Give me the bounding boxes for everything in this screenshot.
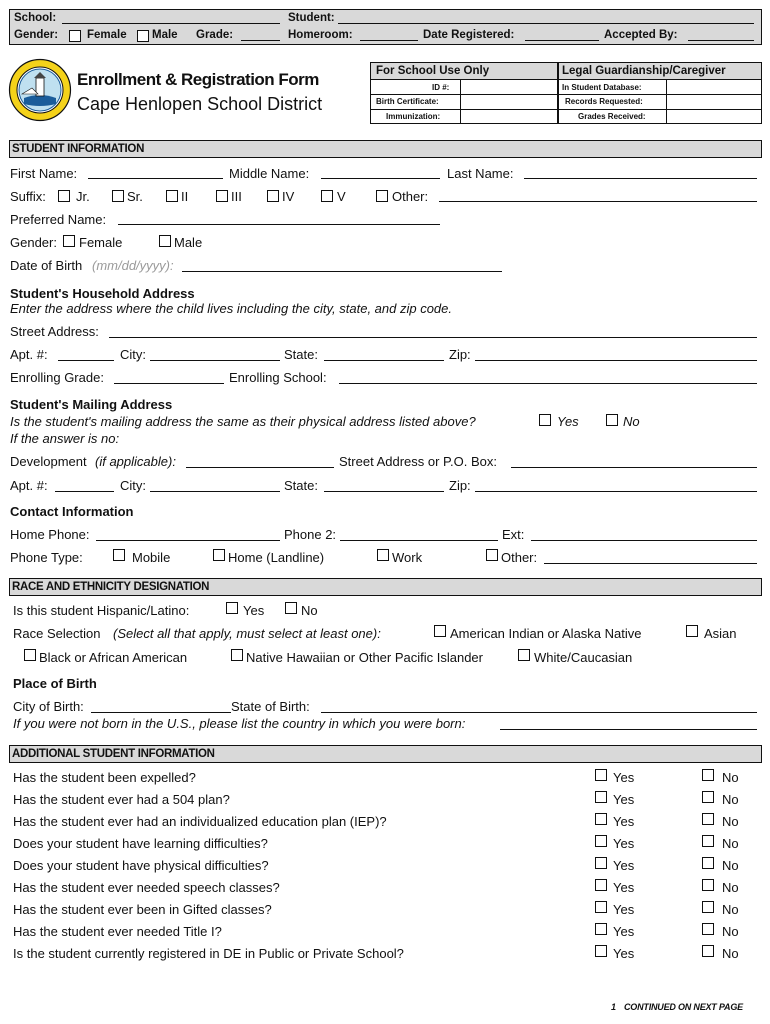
gender-male-checkbox[interactable] — [159, 235, 171, 247]
preferred-name-field[interactable] — [118, 224, 440, 225]
mailing-zip-label: Zip: — [449, 478, 471, 493]
additional-no-label: No — [722, 814, 739, 829]
city-of-birth-field[interactable] — [91, 712, 231, 713]
street-address-field[interactable] — [109, 337, 757, 338]
student-info-section-header: STUDENT INFORMATION — [9, 140, 762, 158]
additional-yes-checkbox[interactable] — [595, 769, 607, 781]
form-title: Enrollment & Registration Form — [77, 70, 319, 89]
phone-type-label: Phone Type: — [10, 550, 83, 565]
mailing-street-field[interactable] — [511, 467, 757, 468]
zip-label: Zip: — [449, 347, 471, 362]
apt-label: Apt. #: — [10, 347, 48, 362]
race-white-label: White/Caucasian — [534, 650, 633, 665]
additional-no-label: No — [722, 836, 739, 851]
additional-question-text: Does your student have physical difficulties? — [13, 858, 269, 873]
suffix-sr-label: Sr. — [127, 189, 143, 204]
phone-other-field[interactable] — [544, 563, 757, 564]
additional-question-text: Has the student ever had an individualized education plan (IEP)? — [13, 814, 387, 829]
top-female-label: Female — [87, 29, 127, 41]
mailing-state-label: State: — [284, 478, 318, 493]
mailing-zip-field[interactable] — [475, 491, 757, 492]
additional-yes-checkbox[interactable] — [595, 901, 607, 913]
enrolling-school-field[interactable] — [339, 383, 757, 384]
additional-yes-checkbox[interactable] — [595, 835, 607, 847]
hispanic-no-label: No — [301, 603, 318, 618]
birth-certificate-label: Birth Certificate: — [376, 97, 439, 106]
additional-yes-checkbox[interactable] — [595, 791, 607, 803]
records-requested-label: Records Requested: — [565, 97, 643, 106]
additional-question-text: Has the student ever had a 504 plan? — [13, 792, 230, 807]
enrolling-school-label: Enrolling School: — [229, 370, 327, 385]
middle-name-field[interactable] — [321, 178, 440, 179]
suffix-other-field[interactable] — [439, 201, 757, 202]
district-seal-icon — [8, 58, 72, 122]
development-field[interactable] — [186, 467, 334, 468]
zip-field[interactable] — [475, 360, 757, 361]
top-gender-label: Gender: — [14, 29, 59, 41]
additional-no-label: No — [722, 902, 739, 917]
race-black-label: Black or African American — [39, 650, 188, 665]
additional-yes-checkbox[interactable] — [595, 879, 607, 891]
suffix-ii-label: II — [181, 189, 189, 204]
top-date-registered-label: Date Registered: — [423, 29, 515, 41]
additional-no-label: No — [722, 880, 739, 895]
additional-yes-label: Yes — [613, 792, 635, 807]
street-address-label: Street Address: — [10, 324, 99, 339]
development-label: Development — [10, 454, 87, 469]
mailing-apt-label: Apt. #: — [10, 478, 48, 493]
top-grade-label: Grade: — [196, 29, 234, 41]
race-section-header: RACE AND ETHNICITY DESIGNATION — [9, 578, 762, 596]
suffix-iii-label: III — [231, 189, 242, 204]
household-heading: Student's Household Address — [10, 286, 195, 301]
additional-yes-label: Yes — [613, 836, 635, 851]
mailing-city-field[interactable] — [150, 491, 280, 492]
top-accepted-by-field[interactable] — [688, 40, 754, 41]
additional-yes-label: Yes — [613, 880, 635, 895]
hispanic-yes-checkbox[interactable] — [226, 602, 238, 614]
gender-male-label: Male — [174, 235, 203, 250]
phone-mobile-label: Mobile — [132, 550, 171, 565]
gender-label: Gender: — [10, 235, 57, 250]
race-asian-checkbox[interactable] — [686, 625, 698, 637]
mailing-apt-field[interactable] — [55, 491, 114, 492]
mailing-state-field[interactable] — [324, 491, 444, 492]
top-grade-field[interactable] — [241, 40, 280, 41]
race-white-checkbox[interactable] — [518, 649, 530, 661]
enrolling-grade-field[interactable] — [114, 383, 224, 384]
suffix-other-checkbox[interactable] — [376, 190, 388, 202]
additional-no-checkbox[interactable] — [702, 879, 714, 891]
student-label: Student: — [288, 12, 335, 24]
phone-mobile-checkbox[interactable] — [113, 549, 125, 561]
in-database-label: In Student Database: — [562, 83, 642, 92]
additional-yes-checkbox[interactable] — [595, 813, 607, 825]
race-asian-label: Asian — [704, 626, 737, 641]
district-name: Cape Henlopen School District — [77, 94, 323, 114]
middle-name-label: Middle Name: — [229, 166, 310, 181]
birth-heading: Place of Birth — [13, 676, 97, 691]
country-of-birth-question: If you were not born in the U.S., please list the country in which you were born: — [13, 716, 466, 731]
phone-work-checkbox[interactable] — [377, 549, 389, 561]
additional-no-label: No — [722, 946, 739, 961]
mailing-street-label: Street Address or P.O. Box: — [339, 454, 498, 469]
additional-section-header: ADDITIONAL STUDENT INFORMATION — [9, 745, 762, 763]
additional-yes-label: Yes — [613, 924, 635, 939]
suffix-v-checkbox[interactable] — [321, 190, 333, 202]
additional-question-text: Has the student ever needed speech classes? — [13, 880, 280, 895]
suffix-sr-checkbox[interactable] — [112, 190, 124, 202]
phone-other-label: Other: — [501, 550, 538, 565]
top-male-label: Male — [152, 29, 178, 41]
continued-note: CONTINUED ON NEXT PAGE — [624, 1002, 743, 1012]
top-female-checkbox[interactable] — [69, 30, 81, 42]
additional-yes-label: Yes — [613, 858, 635, 873]
apt-field[interactable] — [58, 360, 114, 361]
mailing-no-checkbox[interactable] — [606, 414, 618, 426]
additional-no-checkbox[interactable] — [702, 791, 714, 803]
school-label: School: — [14, 12, 57, 24]
home-phone-field[interactable] — [96, 540, 280, 541]
gender-female-label: Female — [79, 235, 123, 250]
hispanic-no-checkbox[interactable] — [285, 602, 297, 614]
mailing-heading: Student's Mailing Address — [10, 397, 173, 412]
suffix-iii-checkbox[interactable] — [216, 190, 228, 202]
phone-home-checkbox[interactable] — [213, 549, 225, 561]
race-american-indian-checkbox[interactable] — [434, 625, 446, 637]
additional-no-checkbox[interactable] — [702, 901, 714, 913]
additional-no-checkbox[interactable] — [702, 813, 714, 825]
phone2-label: Phone 2: — [284, 527, 337, 542]
race-american-indian-label: American Indian or Alaska Native — [450, 626, 642, 641]
additional-no-label: No — [722, 792, 739, 807]
top-accepted-by-label: Accepted By: — [604, 29, 678, 41]
phone2-field[interactable] — [340, 540, 498, 541]
school-field[interactable] — [62, 23, 280, 24]
id-label: ID #: — [432, 83, 450, 92]
race-selection-hint: (Select all that apply, must select at least one): — [113, 626, 381, 641]
additional-question-text: Has the student ever needed Title I? — [13, 924, 222, 939]
additional-no-checkbox[interactable] — [702, 945, 714, 957]
additional-no-checkbox[interactable] — [702, 835, 714, 847]
additional-question-text: Does your student have learning difficulties? — [13, 836, 268, 851]
additional-no-label: No — [722, 924, 739, 939]
top-homeroom-field[interactable] — [360, 40, 418, 41]
enrolling-grade-label: Enrolling Grade: — [10, 370, 104, 385]
additional-question-text: Is the student currently registered in DE in Public or Private School? — [13, 946, 404, 961]
additional-yes-label: Yes — [613, 946, 635, 961]
additional-yes-checkbox[interactable] — [595, 857, 607, 869]
race-hawaiian-checkbox[interactable] — [231, 649, 243, 661]
additional-yes-checkbox[interactable] — [595, 923, 607, 935]
phone-work-label: Work — [392, 550, 423, 565]
additional-no-label: No — [722, 770, 739, 785]
additional-question-text: Has the student been expelled? — [13, 770, 196, 785]
additional-yes-checkbox[interactable] — [595, 945, 607, 957]
last-name-label: Last Name: — [447, 166, 514, 181]
ext-label: Ext: — [502, 527, 525, 542]
city-field[interactable] — [150, 360, 280, 361]
dob-hint: (mm/dd/yyyy): — [92, 258, 174, 273]
suffix-iv-label: IV — [282, 189, 295, 204]
city-label: City: — [120, 347, 146, 362]
additional-yes-label: Yes — [613, 770, 635, 785]
gender-female-checkbox[interactable] — [63, 235, 75, 247]
hispanic-question: Is this student Hispanic/Latino: — [13, 603, 190, 618]
hispanic-yes-label: Yes — [243, 603, 265, 618]
mailing-question: Is the student's mailing address the same as their physical address listed above? — [10, 414, 476, 429]
first-name-label: First Name: — [10, 166, 78, 181]
first-name-field[interactable] — [88, 178, 223, 179]
suffix-ii-checkbox[interactable] — [166, 190, 178, 202]
ext-field[interactable] — [531, 540, 757, 541]
state-label: State: — [284, 347, 318, 362]
phone-home-label: Home (Landline) — [228, 550, 325, 565]
race-hawaiian-label: Native Hawaiian or Other Pacific Islander — [246, 650, 483, 665]
top-homeroom-label: Homeroom: — [288, 29, 353, 41]
additional-no-checkbox[interactable] — [702, 769, 714, 781]
state-of-birth-label: State of Birth: — [231, 699, 310, 714]
student-field[interactable] — [338, 23, 754, 24]
additional-no-checkbox[interactable] — [702, 857, 714, 869]
last-name-field[interactable] — [524, 178, 757, 179]
state-of-birth-field[interactable] — [321, 712, 757, 713]
development-hint: (if applicable): — [95, 454, 176, 469]
page-number: 1 — [611, 1002, 617, 1012]
suffix-jr-label: Jr. — [76, 189, 90, 204]
state-field[interactable] — [324, 360, 444, 361]
top-date-registered-field[interactable] — [525, 40, 599, 41]
home-phone-label: Home Phone: — [10, 527, 90, 542]
phone-other-checkbox[interactable] — [486, 549, 498, 561]
mailing-yes-label: Yes — [557, 414, 579, 429]
immunization-label: Immunization: — [386, 112, 441, 121]
dob-field[interactable] — [182, 271, 502, 272]
race-selection-label: Race Selection — [13, 626, 101, 641]
suffix-v-label: V — [337, 189, 346, 204]
mailing-if-no: If the answer is no: — [10, 431, 120, 446]
additional-no-label: No — [722, 858, 739, 873]
suffix-label: Suffix: — [10, 189, 46, 204]
country-of-birth-field[interactable] — [500, 729, 757, 730]
suffix-iv-checkbox[interactable] — [267, 190, 279, 202]
suffix-jr-checkbox[interactable] — [58, 190, 70, 202]
top-male-checkbox[interactable] — [137, 30, 149, 42]
race-black-checkbox[interactable] — [24, 649, 36, 661]
household-instruction: Enter the address where the child lives including the city, state, and zip code. — [10, 301, 453, 316]
mailing-no-label: No — [623, 414, 640, 429]
additional-yes-label: Yes — [613, 902, 635, 917]
contact-heading: Contact Information — [10, 504, 134, 519]
additional-yes-label: Yes — [613, 814, 635, 829]
mailing-yes-checkbox[interactable] — [539, 414, 551, 426]
additional-no-checkbox[interactable] — [702, 923, 714, 935]
school-use-title: For School Use Only — [376, 65, 490, 77]
mailing-city-label: City: — [120, 478, 146, 493]
grades-received-label: Grades Received: — [578, 112, 646, 121]
city-of-birth-label: City of Birth: — [13, 699, 84, 714]
suffix-other-label: Other: — [392, 189, 429, 204]
guardianship-title: Legal Guardianship/Caregiver — [562, 65, 726, 77]
dob-label: Date of Birth — [10, 258, 83, 273]
additional-question-text: Has the student ever been in Gifted classes? — [13, 902, 272, 917]
preferred-name-label: Preferred Name: — [10, 212, 107, 227]
